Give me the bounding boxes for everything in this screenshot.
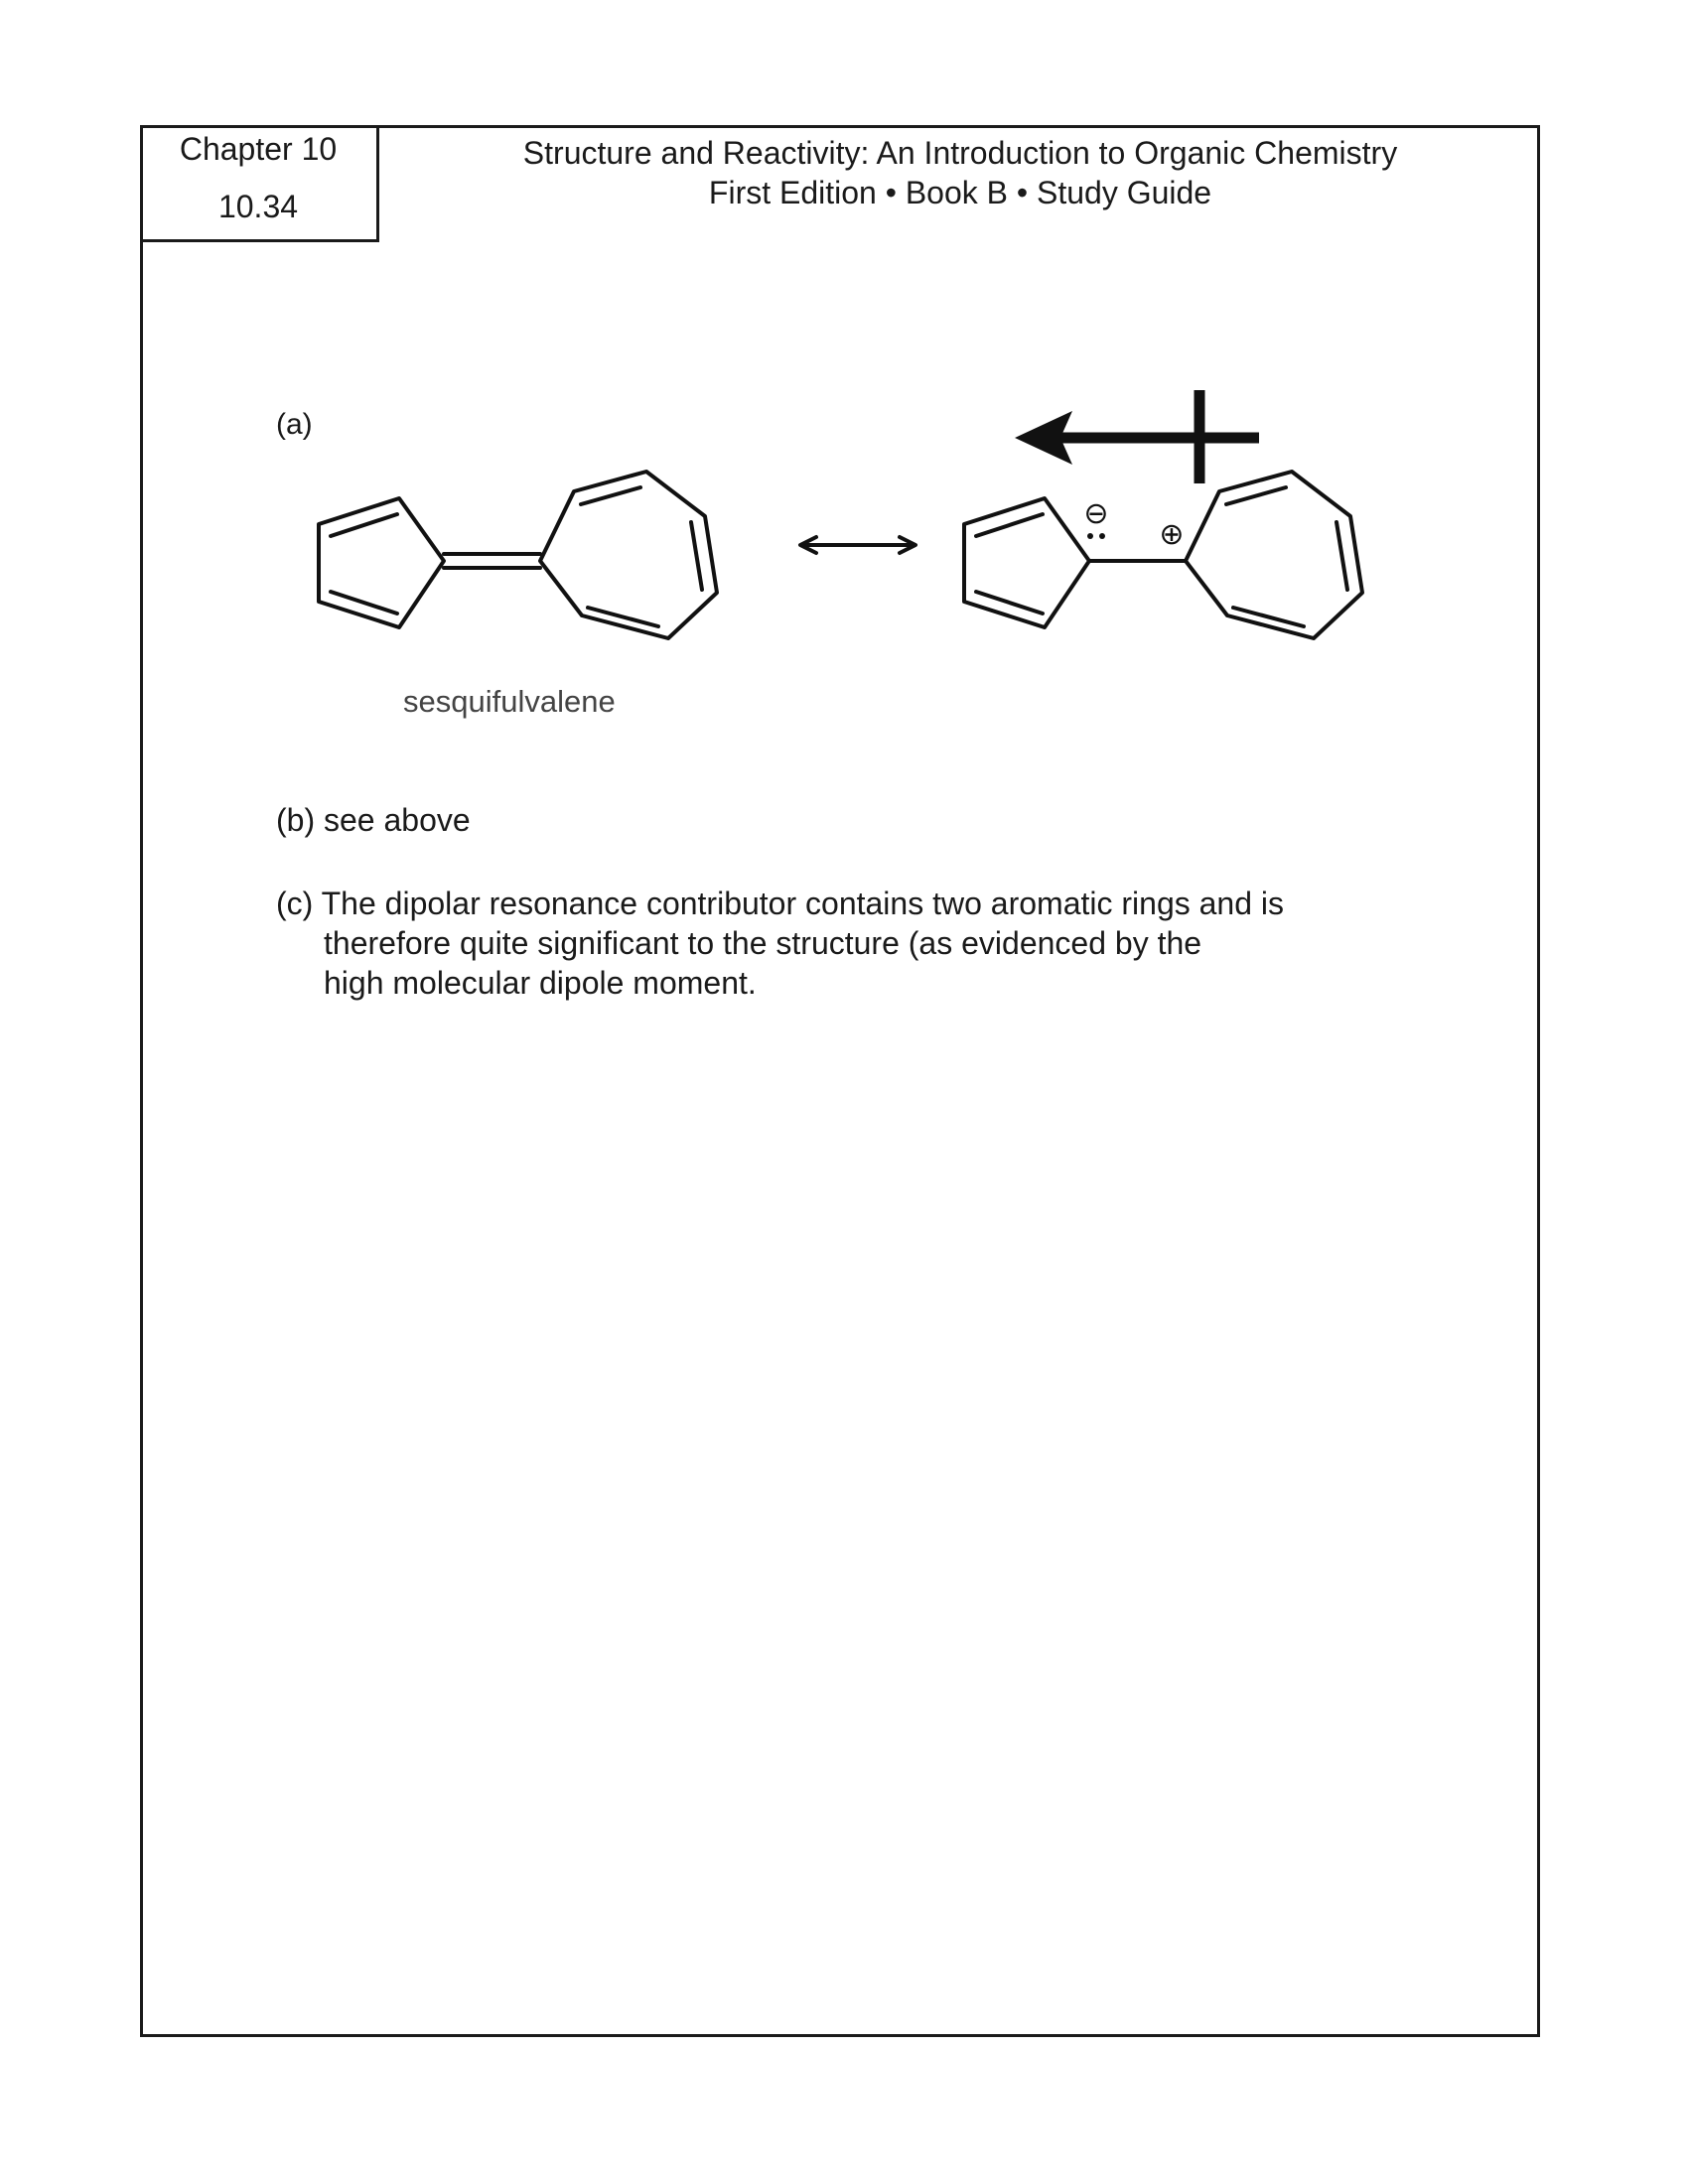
dipolar-structure bbox=[964, 472, 1362, 638]
answer-c bbox=[276, 884, 1388, 1003]
minus-charge: ⊖ bbox=[1083, 496, 1109, 531]
answer-c-line: (c) The dipolar resonance contributor contains two aromatic rings and is bbox=[276, 886, 1285, 921]
edition-line: First Edition • Book B • Study Guide bbox=[708, 175, 1212, 210]
compound-name: sesquifulvalene bbox=[403, 684, 616, 719]
answer-c-line: high molecular dipole moment. bbox=[324, 965, 757, 1001]
book-title: Structure and Reactivity: An Introduction to Organic Chemistry bbox=[522, 135, 1398, 171]
resonance-arrow bbox=[800, 537, 915, 553]
seven-membered-ring bbox=[540, 472, 717, 638]
plus-charge: ⊕ bbox=[1159, 517, 1185, 552]
answer-c-line: therefore quite significant to the structure (as evidenced by the bbox=[324, 925, 1202, 961]
sesquifulvalene-structure bbox=[319, 472, 717, 638]
part-a-label: (a) bbox=[276, 408, 313, 441]
dipole-arrow bbox=[1015, 390, 1259, 483]
chapter-label: Chapter 10 bbox=[179, 131, 338, 167]
tropylium-ring bbox=[1186, 472, 1362, 638]
answer-b: (b) see above bbox=[276, 802, 471, 838]
problem-number: 10.34 bbox=[217, 189, 299, 224]
lone-pair-dot bbox=[1099, 533, 1105, 539]
lone-pair-dot bbox=[1087, 533, 1093, 539]
